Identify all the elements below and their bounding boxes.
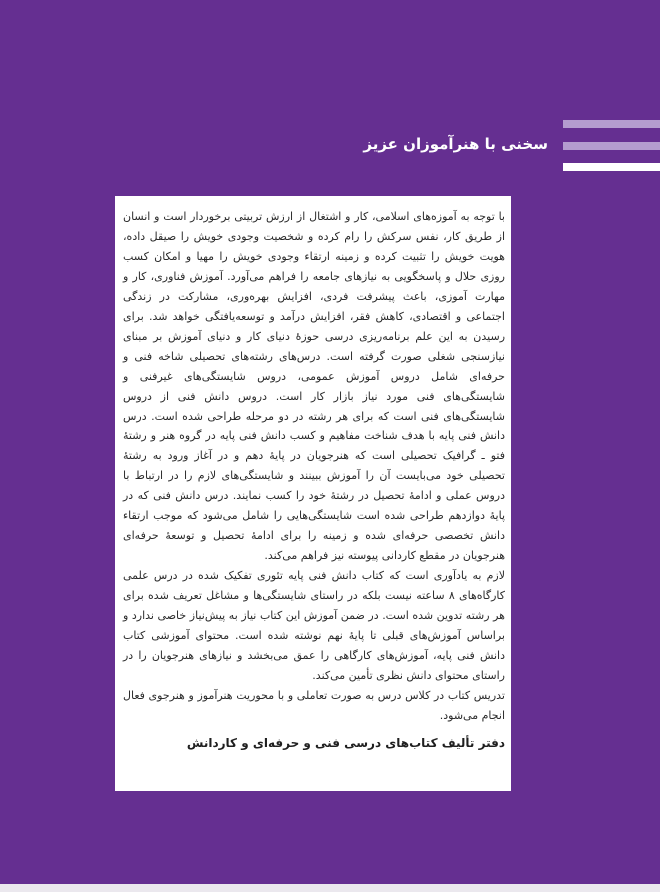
decorative-stripe-top — [563, 120, 660, 128]
body-text — [123, 207, 505, 726]
decorative-stripe-bottom — [563, 163, 660, 171]
bottom-margin-strip — [0, 884, 660, 892]
decorative-stripe-middle — [563, 142, 660, 150]
signature: دفتر تألیف کتاب‌های درسی فنی و حرفه‌ای و کاردانش — [186, 735, 505, 750]
text-card — [115, 196, 511, 791]
paragraph-intro: با توجه به آموزه‌های اسلامی، کار و اشتغال از ارزش تربیتی برخوردار است و انسان از طریق کار، نفس سرکش را رام کرده و شخصیت وجودی خویش را صیقل داده، هویت خویش را تثبیت کرده و زمینه ارتقاء وجودی خویش را مهیا و امکان کسب روزی حلال و پاسخگویی به نیازهای جامعه را فراهم می‌آورد. آموزش فناوری، کار و مهارت آموزی، باعث پیشرفت فردی، افزایش بهره‌وری، مشارکت در زندگی اجتماعی و اقتصادی، کاهش فقر، افزایش درآمد و توسعه‌یافتگی خواهد شد. برای رسیدن به این علم برنامه‌ریزی درسی حوزۀ دنیای کار و دنیای آموزش بر مبنای نیازسنجی شغلی صورت گرفته است. درس‌های رشته‌های تحصیلی شاخه فنی و حرفه‌ای شامل دروس آموزش عمومی، دروس شایستگی‌های غیرفنی و شایستگی‌های فنی مورد نیاز بازار کار است. دروس دانش فنی از دروس شایستگی‌های فنی است که برای هر رشته در دو مرحله طراحی شده است. درس دانش فنی پایه با هدف شناخت مفاهیم و کسب دانش فنی پایه در گروه هنر و رشتۀ فتو ـ گرافیک تحصیلی است که هنرجویان در پایۀ دهم و در آغاز ورود به رشتۀ تحصیلی خود می‌بایست آن را آموزش ببینند و شایستگی‌های لازم را در ارتباط با دروس عملی و ادامۀ تحصیل در رشتۀ خود را کسب نمایند. درس دانش فنی که در پایۀ دوازدهم طراحی شده است شایستگی‌هایی را شامل می‌شود که موجب ارتقاء دانش تخصصی حرفه‌ای شده و زمینه را برای ادامۀ تحصیل و توسعۀ حرفه‌ای هنرجویان در مقطع کاردانی پیوسته نیز فراهم می‌کند. — [123, 210, 505, 563]
paragraph-reminder: لازم به یادآوری است که کتاب دانش فنی پایه تئوری تفکیک شده در درس علمی کارگاه‌های ۸ ساعته نیست بلکه در راستای شایستگی‌ها و مشاغل تعریف شده برای هر رشته تدوین شده است. در ضمن آموزش این کتاب نیاز به پیش‌نیاز خاصی ندارد و براساس آموزش‌های قبلی تا پایۀ نهم نوشته شده است. محتوای آموزشی کتاب دانش فنی پایه، آموزش‌های کارگاهی را عمق می‌بخشد و نیازهای هنرجویان را در راستای محتوای دانش نظری تأمین می‌کند. — [123, 569, 505, 682]
paragraph-teaching: تدریس کتاب در کلاس درس به صورت تعاملی و با محوریت هنرآموز و هنرجوی فعال انجام می‌شود. — [123, 688, 505, 722]
page-heading: سخنی با هنرآموزان عزیز — [363, 135, 548, 153]
